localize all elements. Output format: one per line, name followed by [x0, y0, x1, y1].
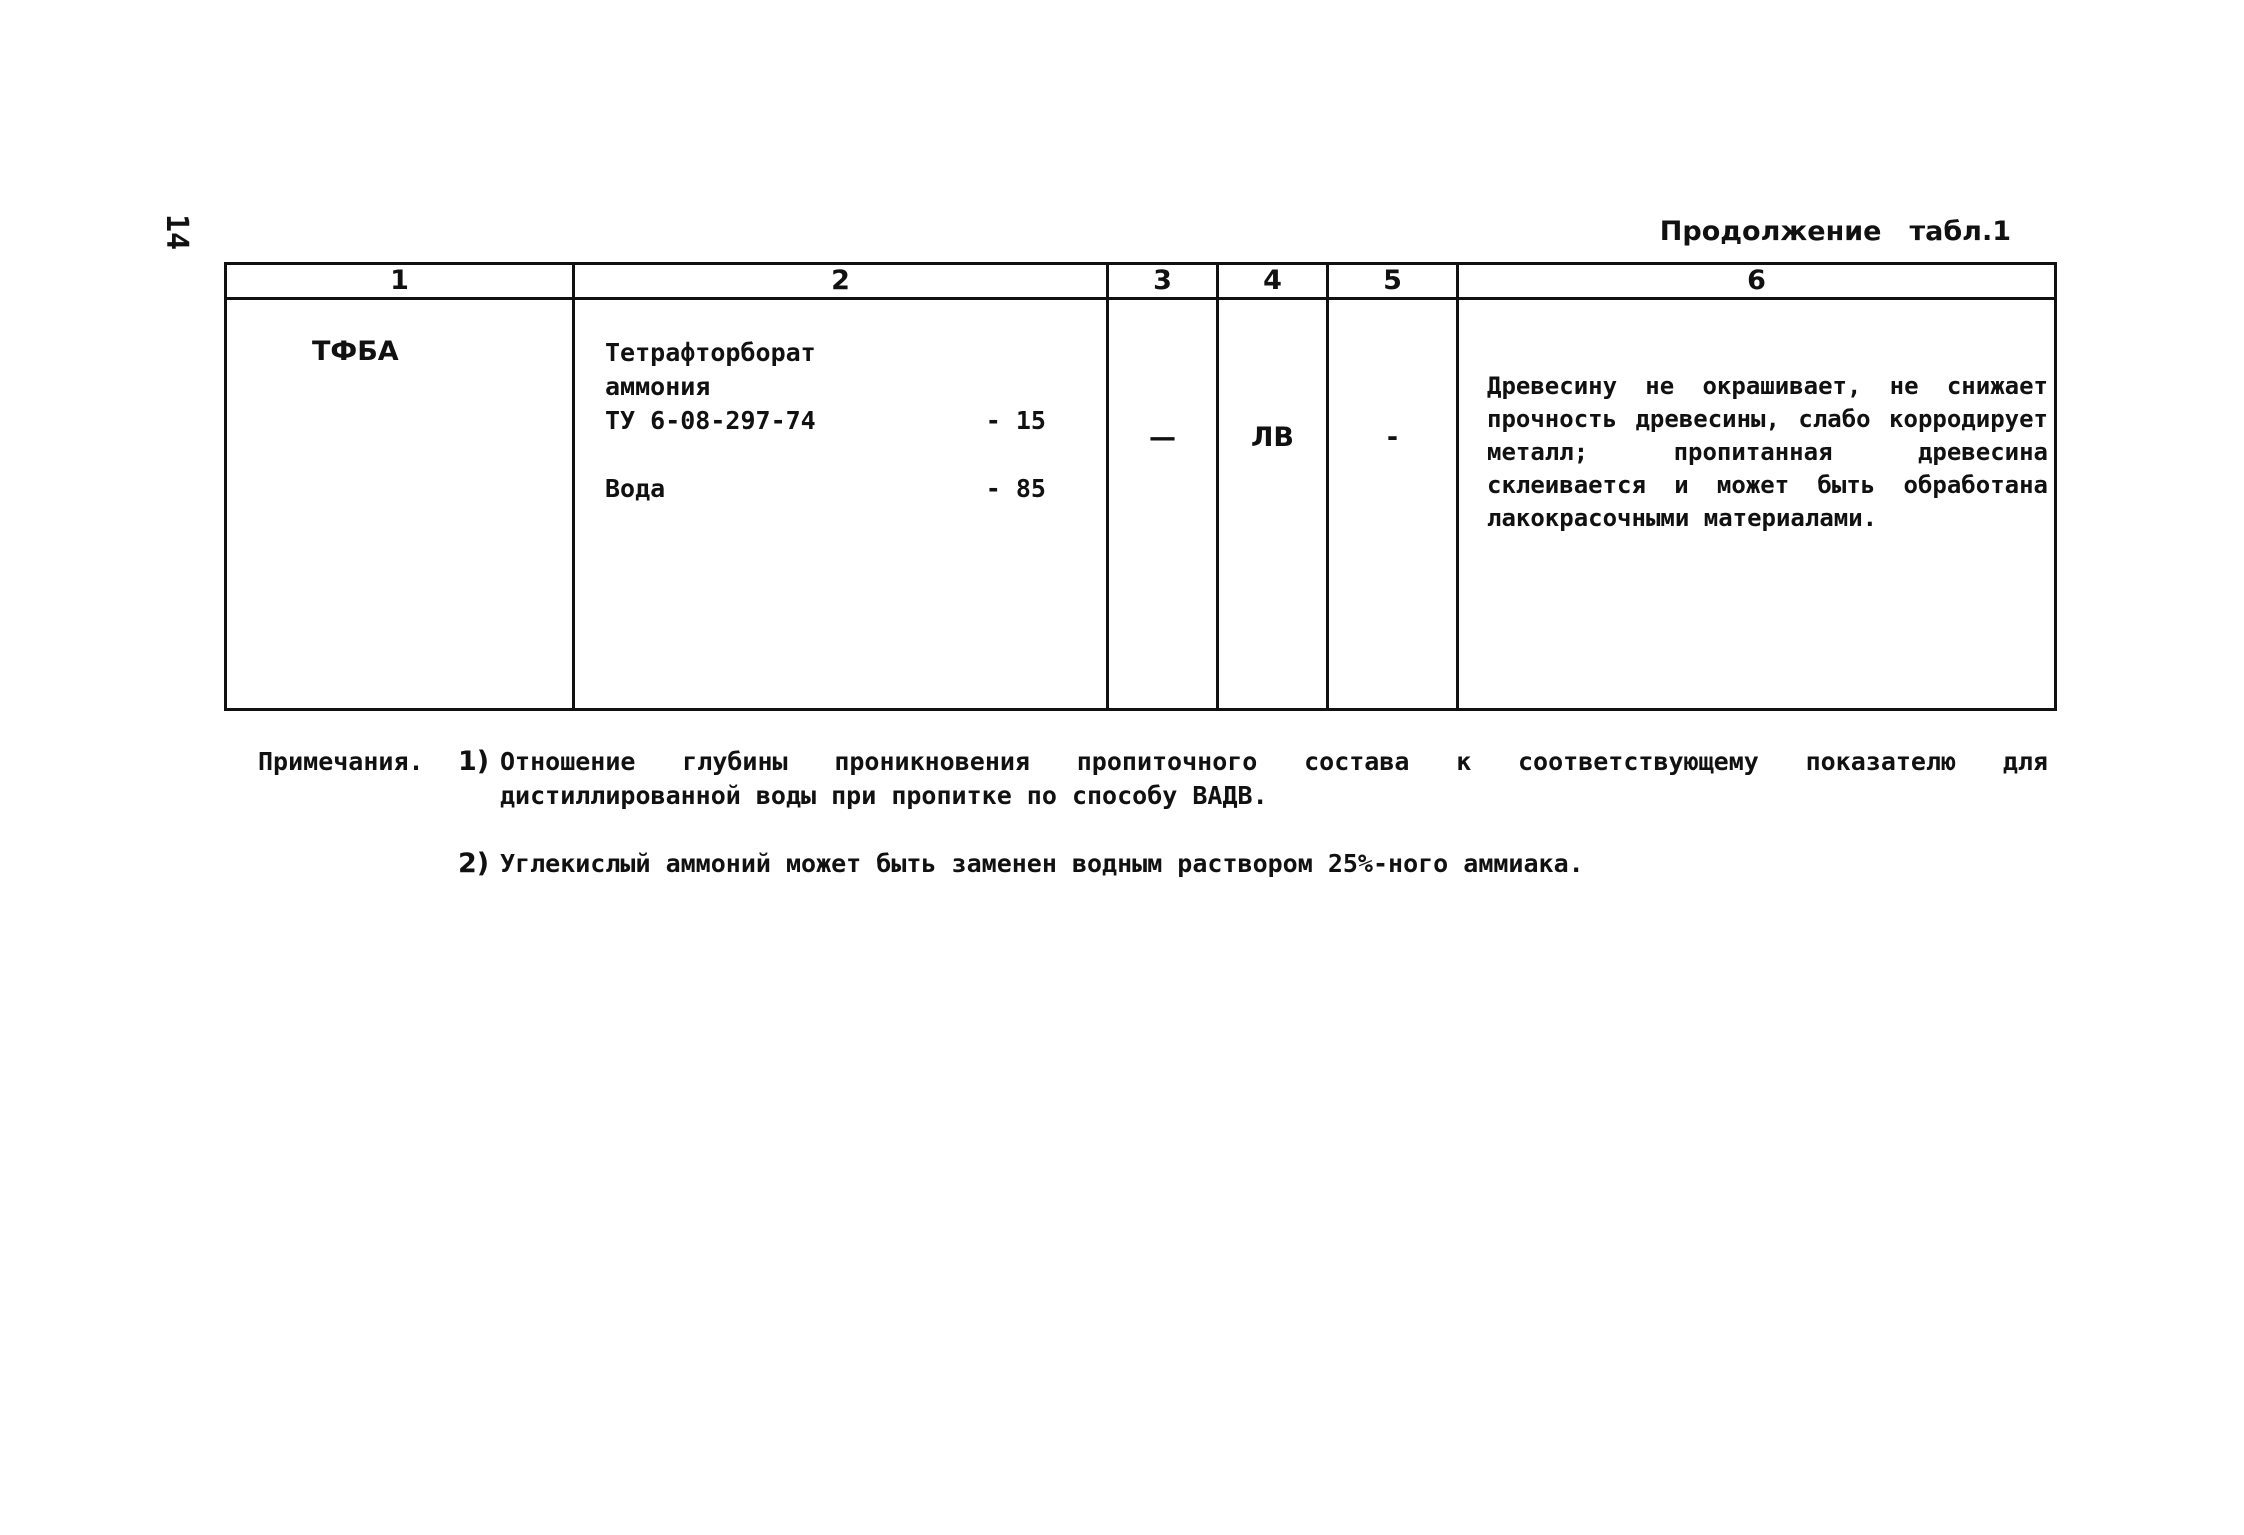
properties-table	[224, 262, 2057, 711]
cell-column-4	[1218, 299, 1328, 710]
column-header-2: 2	[574, 264, 1108, 299]
column-5-value: -	[1386, 422, 1399, 453]
continuation-table-ref: табл.1	[1909, 216, 2011, 247]
composition-line-3: ТУ 6-08-297-74	[605, 406, 816, 435]
composition-row-tu	[605, 404, 1046, 438]
note-text-1: Отношение глубины проникновения пропиточного состава к соответствующему показателю для дистиллированной воды при пропитке по способу ВАДВ.	[500, 747, 2048, 810]
notes-label: Примечания.	[258, 747, 424, 776]
cell-abbreviation	[226, 299, 574, 710]
cell-column-5	[1328, 299, 1458, 710]
continuation-word: Продолжение	[1659, 216, 1882, 247]
note-number-2: 2)	[458, 848, 490, 879]
column-4-value: ЛВ	[1250, 422, 1294, 453]
cell-composition	[574, 299, 1108, 710]
note-number-1: 1)	[458, 746, 490, 777]
column-header-4: 4	[1218, 264, 1328, 299]
continuation-caption	[1660, 216, 2011, 247]
composition-block	[605, 336, 1046, 506]
composition-line-4: Вода	[605, 474, 666, 503]
composition-value-3: - 15	[985, 406, 1046, 435]
composition-line-2: аммония	[605, 372, 711, 401]
column-header-5: 5	[1328, 264, 1458, 299]
composition-line-1: Тетрафторборат	[605, 338, 816, 367]
page-number: 14	[159, 214, 194, 251]
column-3-value: —	[1149, 422, 1176, 453]
note-item-1	[258, 745, 2048, 813]
description-text: Древесину не окрашивает, не снижает прочность древесины, слабо корродирует металл; пропитанная древесина склеивается и может быть обработана лакокрасочными материалами.	[1487, 372, 2048, 532]
table-header-row	[226, 264, 2056, 299]
cell-column-3	[1108, 299, 1218, 710]
column-header-1: 1	[226, 264, 574, 299]
composition-row-water	[605, 472, 1046, 506]
abbreviation-text: ТФБА	[312, 336, 399, 367]
composition-value-4: - 85	[985, 474, 1046, 503]
notes-section	[258, 745, 2048, 881]
table-row	[226, 299, 2056, 710]
note-item-2	[258, 847, 2048, 881]
column-header-6: 6	[1458, 264, 2056, 299]
cell-description	[1458, 299, 2056, 710]
column-header-3: 3	[1108, 264, 1218, 299]
note-text-2: Углекислый аммоний может быть заменен водным раствором 25%-ного аммиака.	[500, 849, 1584, 878]
